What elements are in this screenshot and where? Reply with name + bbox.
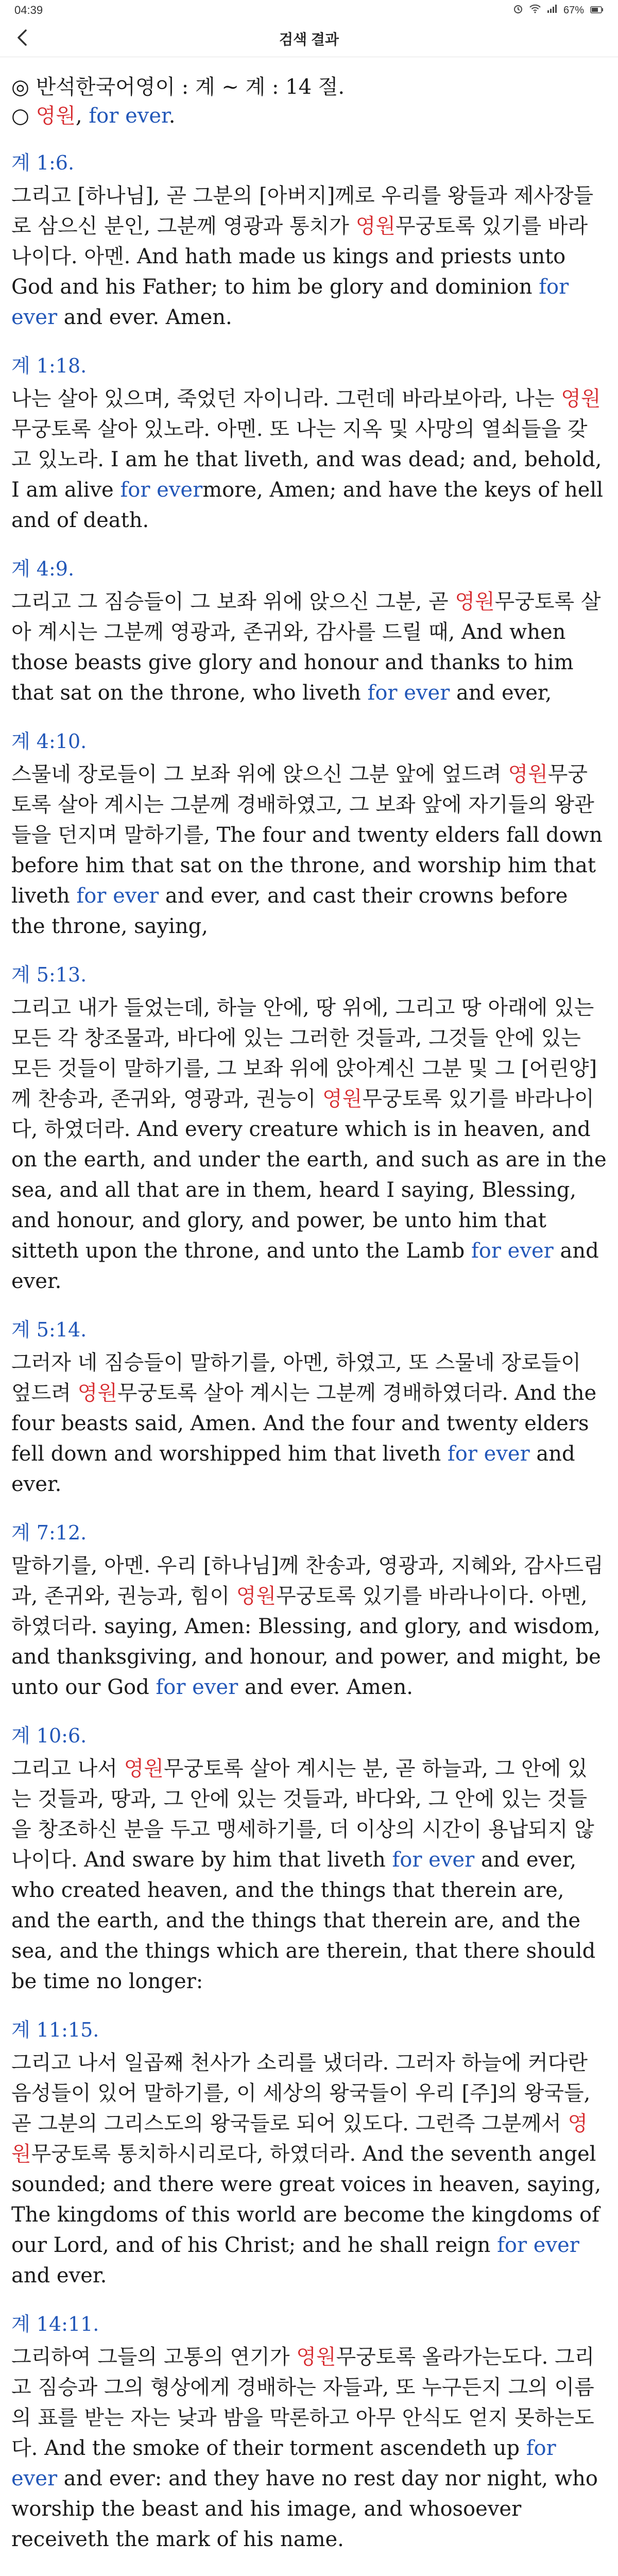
verse-segment: 말하기를, 아멘. 우리 [하나님]께 찬송과, 영광과, 지혜와, 감사드림과, 존귀와, 권능과, 힘이 — [11, 1554, 604, 1608]
verse-segment: and ever. — [11, 2264, 107, 2287]
highlight-english: for ever — [447, 1442, 530, 1466]
page-title: 검색 결과 — [279, 31, 339, 47]
verse-segment: 무궁토록 있기를 바라나이다. 아멘. And hath made us kings and priests unto God and his Father; to him be glory and dominion — [11, 214, 588, 299]
search-results — [0, 57, 618, 2576]
verse-reference[interactable]: 계 5:13. — [11, 963, 87, 986]
verse-segment: and ever: and they have no rest day nor night, who worship the beast and his image, and whosoever receiveth the mark of his name. — [11, 2467, 598, 2551]
highlight-english: for ever — [120, 478, 203, 502]
highlight-korean: 영원 — [322, 1087, 363, 1111]
highlight-english: for ever — [392, 1848, 475, 1872]
verse-reference[interactable]: 계 7:12. — [11, 1521, 87, 1544]
verse-segment: and ever, — [450, 681, 552, 705]
battery-level: 67% — [563, 4, 584, 16]
verse-segment: and ever. Amen. — [238, 1675, 413, 1699]
verse-reference[interactable]: 계 11:15. — [11, 2019, 99, 2041]
highlight-english: for ever — [76, 884, 159, 908]
nav-bar — [0, 21, 618, 57]
verse-segment: and ever. — [11, 1239, 599, 1293]
search-term-end: . — [168, 104, 176, 128]
battery-icon — [590, 5, 604, 16]
verse-reference[interactable]: 계 4:9. — [11, 557, 75, 580]
highlight-korean: 영원 — [455, 590, 495, 614]
verse-reference[interactable]: 계 1:6. — [11, 151, 75, 174]
wifi-icon — [529, 4, 541, 16]
search-marker: ○ — [11, 104, 36, 128]
search-term-korean: 영원 — [36, 104, 76, 128]
result-entry[interactable] — [11, 961, 607, 1297]
highlight-korean: 영원 — [296, 2345, 336, 2369]
result-entry[interactable] — [11, 1316, 607, 1500]
result-entry[interactable] — [11, 2574, 607, 2576]
status-time: 04:39 — [14, 4, 43, 16]
highlight-korean: 영원 — [11, 2112, 588, 2166]
highlight-korean: 영원 — [236, 1584, 277, 1608]
verse-segment: 그리고 [하나님], 곧 그분의 [아버지]께로 우리를 왕들과 제사장들로 삼으신 분인, 그분께 영광과 통치가 — [11, 184, 594, 238]
highlight-korean: 영원 — [124, 1757, 164, 1781]
highlight-english: for ever — [156, 1675, 238, 1699]
verse-text — [11, 993, 607, 1297]
result-entry[interactable] — [11, 352, 607, 536]
verse-text — [11, 1551, 607, 1703]
verse-segment: 그리고 나서 일곱째 천사가 소리를 냈더라. 그러자 하늘에 커다란 음성들이 있어 말하기를, 이 세상의 왕국들이 우리 [주]의 왕국들, 곧 그분의 그리스도의 왕국들로 되어 있도다. 그런즉 그분께서 — [11, 2051, 591, 2136]
highlight-korean: 영원 — [355, 214, 396, 238]
highlight-english: for ever — [11, 2436, 556, 2490]
verse-segment: 스물네 장로들이 그 보좌 위에 앉으신 그분 앞에 엎드려 — [11, 762, 508, 786]
verse-reference[interactable]: 계 14:11. — [11, 2313, 99, 2335]
highlight-english: for ever — [497, 2233, 579, 2257]
verse-segment: 그리하여 그들의 고통의 연기가 — [11, 2345, 297, 2369]
verse-segment: 무궁토록 통치하시리로다, 하였더라. And the seventh angel sounded; and there were great voices in heaven, saying, The kingdoms of this world are become the kingdoms of our Lord, and of his Christ; and he shall reign — [11, 2142, 602, 2257]
verse-reference[interactable] — [11, 2574, 607, 2576]
verse-segment: 무궁토록 살아 계시는 그분께 영광과, 존귀와, 감사를 드릴 때, And when those beasts give glory and honour and thanks to him that sat on the throne, who liveth — [11, 590, 601, 705]
verse-segment: 무궁토록 살아 계시는 분, 곧 하늘과, 그 안에 있는 것들과, 땅과, 그 안에 있는 것들과, 바다와, 그 안에 있는 것들을 창조하신 분을 두고 맹세하기를, 더 이상의 시간이 용납되지 않나이다. And sware by him that liveth — [11, 1757, 594, 1872]
verse-segment: 나는 살아 있으며, 죽었던 자이니라. 그런데 바라보아라, 나는 — [11, 387, 561, 411]
verse-text — [11, 1754, 607, 1997]
result-entry[interactable] — [11, 2016, 607, 2291]
verse-text — [11, 384, 607, 536]
status-bar — [0, 0, 618, 21]
verse-segment: 무궁토록 살아 계시는 그분께 경배하였더라. And the four beasts said, Amen. And the four and twenty elders fell down and worshipped him that liveth — [11, 1381, 597, 1466]
verse-reference[interactable]: 계 1:18. — [11, 354, 87, 377]
search-term-english: for ever — [89, 104, 169, 128]
verse-reference[interactable]: 계 4:10. — [11, 730, 87, 753]
result-entry[interactable] — [11, 1722, 607, 1997]
verse-reference[interactable]: 계 5:14. — [11, 1318, 87, 1341]
verse-segment: and ever. — [11, 1442, 575, 1496]
highlight-korean: 영원 — [508, 762, 548, 786]
status-icons — [513, 4, 604, 17]
signal-icon — [547, 4, 557, 16]
verse-text — [11, 759, 607, 942]
alarm-icon — [513, 4, 523, 17]
search-terms — [11, 101, 607, 130]
verse-segment: 그리고 그 짐승들이 그 보좌 위에 앉으신 그분, 곧 — [11, 590, 455, 614]
verse-text — [11, 2342, 607, 2555]
highlight-korean: 영원 — [77, 1381, 117, 1405]
verse-text — [11, 587, 607, 708]
verse-segment: more, Amen; and have the keys of hell and of death. — [11, 478, 604, 532]
verse-segment: 그리고 내가 들었는데, 하늘 안에, 땅 위에, 그리고 땅 아래에 있는 모든 각 창조물과, 바다에 있는 그러한 것들과, 그것들 안에 있는 모든 것들이 말하기를, 그 보좌 위에 앉아계신 그분 및 그 [어린양]께 찬송과, 존귀와, 영광과, 권능이 — [11, 996, 597, 1111]
verse-segment: 무궁토록 살아 계시는 그분께 경배하였고, 그 보좌 앞에 자기들의 왕관들을 던지며 말하기를, The four and twenty elders fall down before him that sat on the throne, and worship him that liveth — [11, 762, 603, 908]
verse-segment: 무궁토록 살아 있노라. 아멘. 또 나는 지옥 및 사망의 열쇠들을 갖고 있노라. I am he that liveth, and was dead; and, behold, I am alive — [11, 417, 602, 502]
result-entry[interactable] — [11, 727, 607, 942]
verse-text — [11, 1348, 607, 1500]
verse-text — [11, 2048, 607, 2291]
chevron-left-icon — [16, 29, 28, 49]
result-entry[interactable] — [11, 555, 607, 708]
back-button[interactable] — [11, 28, 33, 49]
search-term-separator: , — [75, 104, 89, 128]
result-entry[interactable] — [11, 1519, 607, 1703]
result-list — [11, 149, 607, 2576]
verse-segment: and ever, who created heaven, and the things that therein are, and the earth, and the things that therein are, and the sea, and the things which are therein, that there should be time no longer: — [11, 1848, 596, 1993]
verse-segment: 무궁토록 올라가는도다. 그리고 짐승과 그의 형상에게 경배하는 자들과, 또 누구든지 그의 이름의 표를 받는 자는 낮과 밤을 막론하고 아무 안식도 얻지 못하는도다. And the smoke of their torment ascendeth up — [11, 2345, 595, 2460]
highlight-english: for ever — [471, 1239, 554, 1263]
verse-segment: and ever. Amen. — [57, 306, 232, 329]
highlight-korean: 영원 — [561, 387, 601, 411]
verse-reference[interactable]: 계 10:6. — [11, 1724, 87, 1747]
highlight-english: for ever — [367, 681, 450, 705]
verse-segment: and ever, and cast their crowns before the throne, saying, — [11, 884, 568, 938]
verse-segment: 무궁토록 있기를 바라나이다, 하였더라. And every creature which is in heaven, and on the earth, and under the earth, and such as are in the sea, and all that are in them, heard I saying, Blessing, and honour, and glory, and power, be unto him that sitteth upon the throne, and unto the Lamb — [11, 1087, 607, 1263]
verse-segment: 무궁토록 있기를 바라나이다. 아멘, 하였더라. saying, Amen: Blessing, and glory, and wisdom, and thanksgiving, and honour, and power, and might, be unto our God — [11, 1584, 601, 1699]
highlight-english: for ever — [11, 275, 569, 329]
result-entry[interactable] — [11, 149, 607, 333]
search-summary: ◎ 반석한국어영이 : 계 ~ 계 : 14 절. — [11, 75, 345, 99]
verse-segment: 그리고 나서 — [11, 1757, 124, 1781]
verse-segment: 그러자 네 짐승들이 말하기를, 아멘, 하였고, 또 스물네 장로들이 엎드려 — [11, 1351, 581, 1405]
verse-text — [11, 181, 607, 333]
result-entry[interactable] — [11, 2310, 607, 2555]
